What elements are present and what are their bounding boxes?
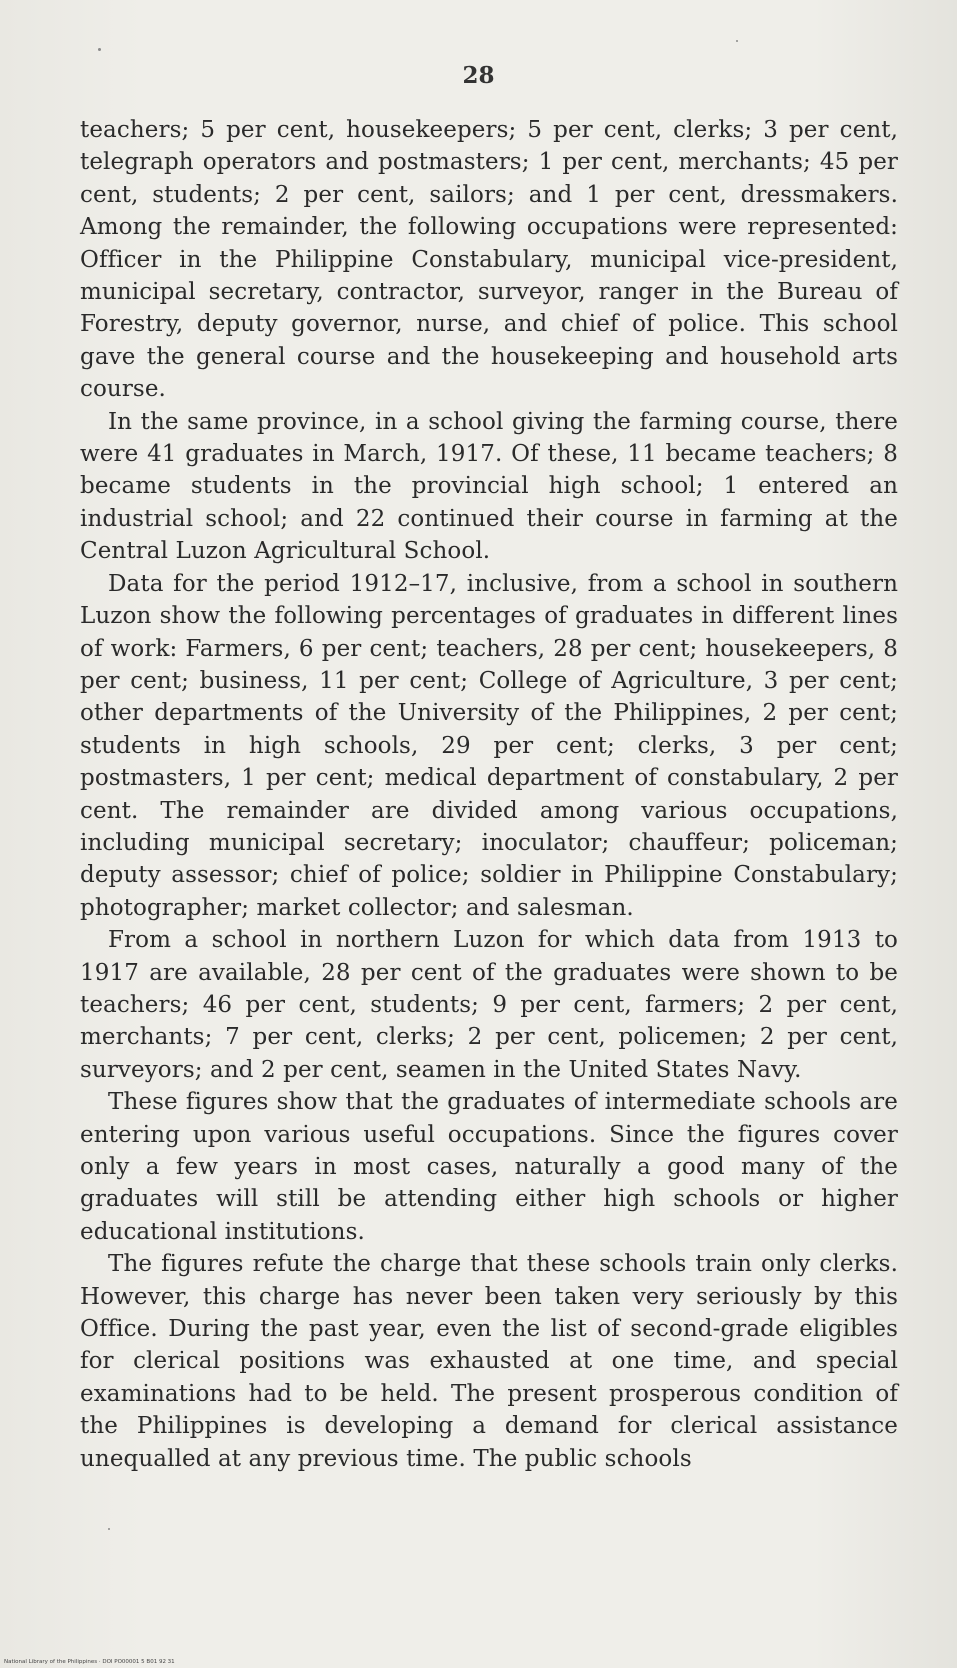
paragraph: teachers; 5 per cent, housekeepers; 5 per cent, clerks; 3 per cent, telegraph operators and postmasters; 1 per cent, merchants; 45 per cent, students; 2 per cent, sailors; and 1 per cent, dressmakers. Among the remainder, the following occupations were represented: Officer in the Philippine Constabulary, municipal vice-president, municipal secretary, contractor, surveyor, ranger in the Bureau of Forestry, deputy governor, nurse, and chief of police. This school gave the general course and the housekeeping and household arts course.	[80, 117, 898, 403]
page-number: 28	[462, 62, 495, 89]
footer-attribution: National Library of the Philippines · DOI PO00001 5 B01 92 31	[4, 1659, 175, 1665]
paragraph: These figures show that the graduates of intermediate schools are entering upon various useful occupations. Since the figures cover only a few years in most cases, naturally a good many of the graduates will still be attending either high schools or higher educational institutions.	[80, 1089, 898, 1245]
body-text	[80, 114, 898, 1475]
paragraph: From a school in northern Luzon for which data from 1913 to 1917 are available, 28 per cent of the graduates were shown to be teachers; 46 per cent, students; 9 per cent, farmers; 2 per cent, merchants; 7 per cent, clerks; 2 per cent, policemen; 2 per cent, surveyors; and 2 per cent, seamen in the United States Navy.	[80, 927, 898, 1083]
paragraph: Data for the period 1912–17, inclusive, from a school in southern Luzon show the following percentages of graduates in different lines of work: Farmers, 6 per cent; teachers, 28 per cent; housekeepers, 8 per cent; business, 11 per cent; College of Agriculture, 3 per cent; other departments of the University of the Philippines, 2 per cent; students in high schools, 29 per cent; clerks, 3 per cent; postmasters, 1 per cent; medical department of constabulary, 2 per cent. The remainder are divided among various occupations, including municipal secretary; inoculator; chauffeur; policeman; deputy assessor; chief of police; soldier in Philippine Constabulary; photographer; market collector; and salesman.	[80, 570, 898, 921]
scan-speck	[108, 1528, 110, 1530]
paragraph: The figures refute the charge that these schools train only clerks. However, this charge has never been taken very seriously by this Office. During the past year, even the list of second-grade eligibles for clerical positions was exhausted at one time, and special examinations had to be held. The present prosperous condition of the Philippines is developing a demand for clerical assistance unequalled at any previous time. The public schools	[80, 1251, 898, 1472]
scan-speck	[98, 48, 101, 51]
paragraph: In the same province, in a school giving the farming course, there were 41 graduates in March, 1917. Of these, 11 became teachers; 8 became students in the provincial high school; 1 entered an industrial school; and 22 continued their course in farming at the Central Luzon Agricultural School.	[80, 408, 898, 565]
scan-speck	[736, 40, 738, 42]
